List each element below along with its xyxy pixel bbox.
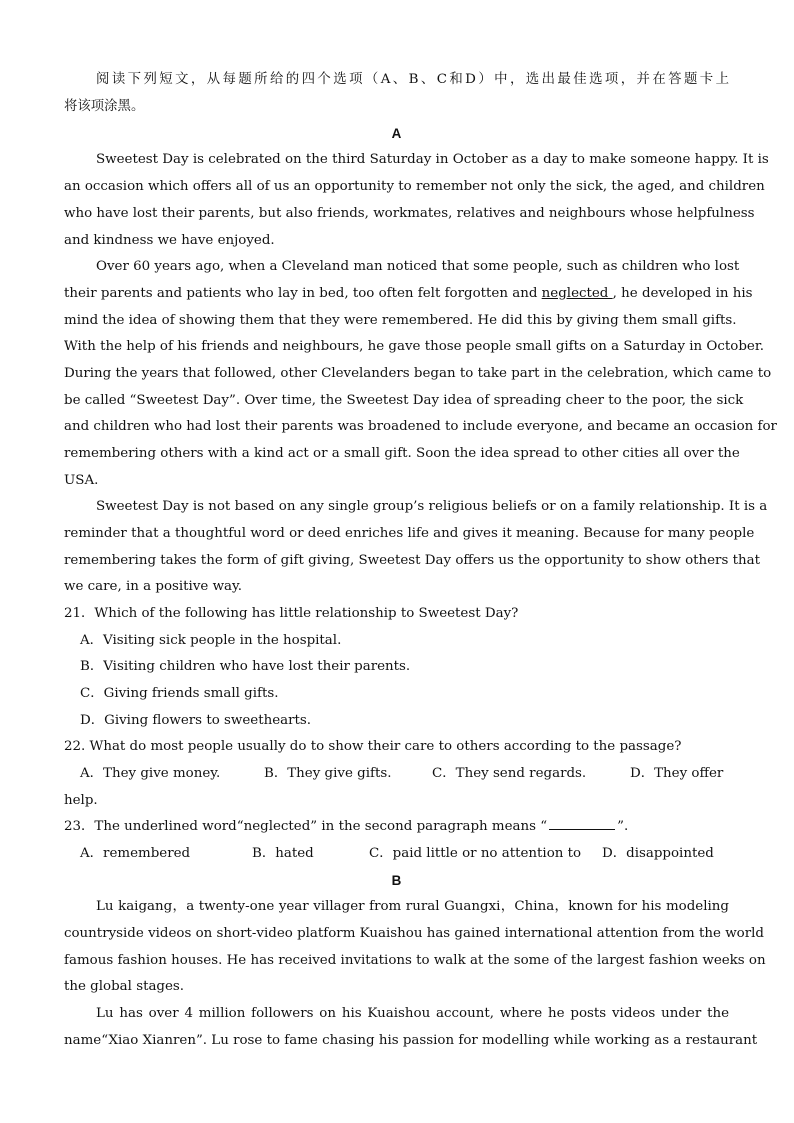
passage-b-p1-line: countryside videos on short-video platform Kuaishou has gained international attention from the world: [64, 926, 764, 941]
passage-a-p2-line: remembering others with a kind act or a small gift. Soon the idea spread to other cities all over the: [64, 446, 740, 461]
question-21-option-a: A．Visiting sick people in the hospital.: [80, 633, 342, 648]
passage-a-p2-line: With the help of his friends and neighbours, he gave those people small gifts on a Saturday in October.: [64, 339, 765, 354]
question-21-option-c: C．Giving friends small gifts.: [80, 686, 279, 701]
question-21-option-d: D．Giving flowers to sweethearts.: [80, 713, 312, 728]
passage-a-p2-line: and children who had lost their parents was broadened to include everyone, and became an occasion for: [64, 419, 777, 434]
passage-a-p2-line: Over 60 years ago, when a Cleveland man noticed that some people, such as children who lost: [96, 259, 740, 274]
question-22-stem: 22. What do most people usually do to show their care to others according to the passage?: [64, 739, 682, 754]
question-23-option-c: C．paid little or no attention to: [369, 846, 582, 861]
question-22-option-b: B．They give gifts.: [264, 766, 392, 781]
passage-a-p3-line: remembering takes the form of gift giving, Sweetest Day offers us the opportunity to show others that: [64, 553, 760, 568]
question-23-option-d: D．disappointed: [602, 846, 714, 861]
question-22-option-c: C．They send regards.: [432, 766, 587, 781]
passage-a-heading: A: [391, 126, 402, 141]
passage-a-p2-line: USA.: [64, 473, 99, 488]
question-22-option-d: D．They offer: [630, 766, 724, 781]
question-23-options: [80, 841, 729, 867]
passage-b-p1-line: famous fashion houses. He has received invitations to walk at the some of the largest fashion weeks on: [64, 953, 766, 968]
question-21-stem: 21．Which of the following has little relationship to Sweetest Day?: [64, 606, 519, 621]
question-23-stem-after: ”.: [617, 819, 629, 834]
question-23-stem-before: 23．The underlined word“neglected” in the second paragraph means “: [64, 819, 548, 834]
passage-a-p2-line: [64, 281, 753, 307]
underlined-word-neglected: neglected: [541, 286, 613, 301]
passage-b-heading: B: [391, 873, 402, 888]
question-23-option-b: B．hated: [252, 846, 314, 861]
passage-a-p2-line: mind the idea of showing them that they were remembered. He did this by giving them small gifts.: [64, 313, 737, 328]
passage-a-p3-line: Sweetest Day is not based on any single group’s religious beliefs or on a family relationship. It is a: [96, 499, 768, 514]
instructions-line-2: 将该项涂黑。: [64, 99, 145, 114]
passage-a-p3-line: reminder that a thoughtful word or deed enriches life and gives it meaning. Because for many people: [64, 526, 755, 541]
passage-a-p1-line: Sweetest Day is celebrated on the third Saturday in October as a day to make someone happy. It is: [96, 152, 769, 167]
passage-a-p1-line: an occasion which offers all of us an opportunity to remember not only the sick, the aged, and children: [64, 179, 765, 194]
passage-a-p1-line: who have lost their parents, but also friends, workmates, relatives and neighbours whose helpfulness: [64, 206, 755, 221]
passage-a-p1-line: and kindness we have enjoyed.: [64, 233, 275, 248]
p2-text-after: , he developed in his: [612, 286, 753, 301]
passage-a-p2-line: be called “Sweetest Day”. Over time, the Sweetest Day idea of spreading cheer to the poor, the sick: [64, 393, 744, 408]
question-22-options: [80, 761, 729, 787]
passage-b-p2-line: name“Xiao Xianren”. Lu rose to fame chasing his passion for modelling while working as a restaurant: [64, 1033, 758, 1048]
passage-a-p3-line: we care, in a positive way.: [64, 579, 243, 594]
answer-blank: [549, 815, 615, 830]
question-21-option-b: B．Visiting children who have lost their parents.: [80, 659, 411, 674]
question-23-stem: [64, 814, 729, 840]
passage-b-p2-line: Lu has over 4 million followers on his Kuaishou account, where he posts videos under the: [96, 1006, 729, 1021]
p2-text-before: their parents and patients who lay in bed, too often felt forgotten and: [64, 286, 538, 301]
question-22-wrap: help.: [64, 793, 98, 808]
passage-b-p1-line: Lu kaigang，a twenty-one year villager from rural Guangxi，China，known for his modeling: [96, 899, 729, 914]
passage-a-p2-line: During the years that followed, other Clevelanders began to take part in the celebration, which came to: [64, 366, 772, 381]
instructions-line-1: 阅读下列短文，从每题所给的四个选项（A、B、C和D）中，选出最佳选项，并在答题卡上: [96, 72, 729, 87]
question-22-option-a: A．They give money.: [80, 766, 221, 781]
question-23-option-a: A．remembered: [80, 846, 191, 861]
passage-b-p1-line: the global stages.: [64, 979, 185, 994]
